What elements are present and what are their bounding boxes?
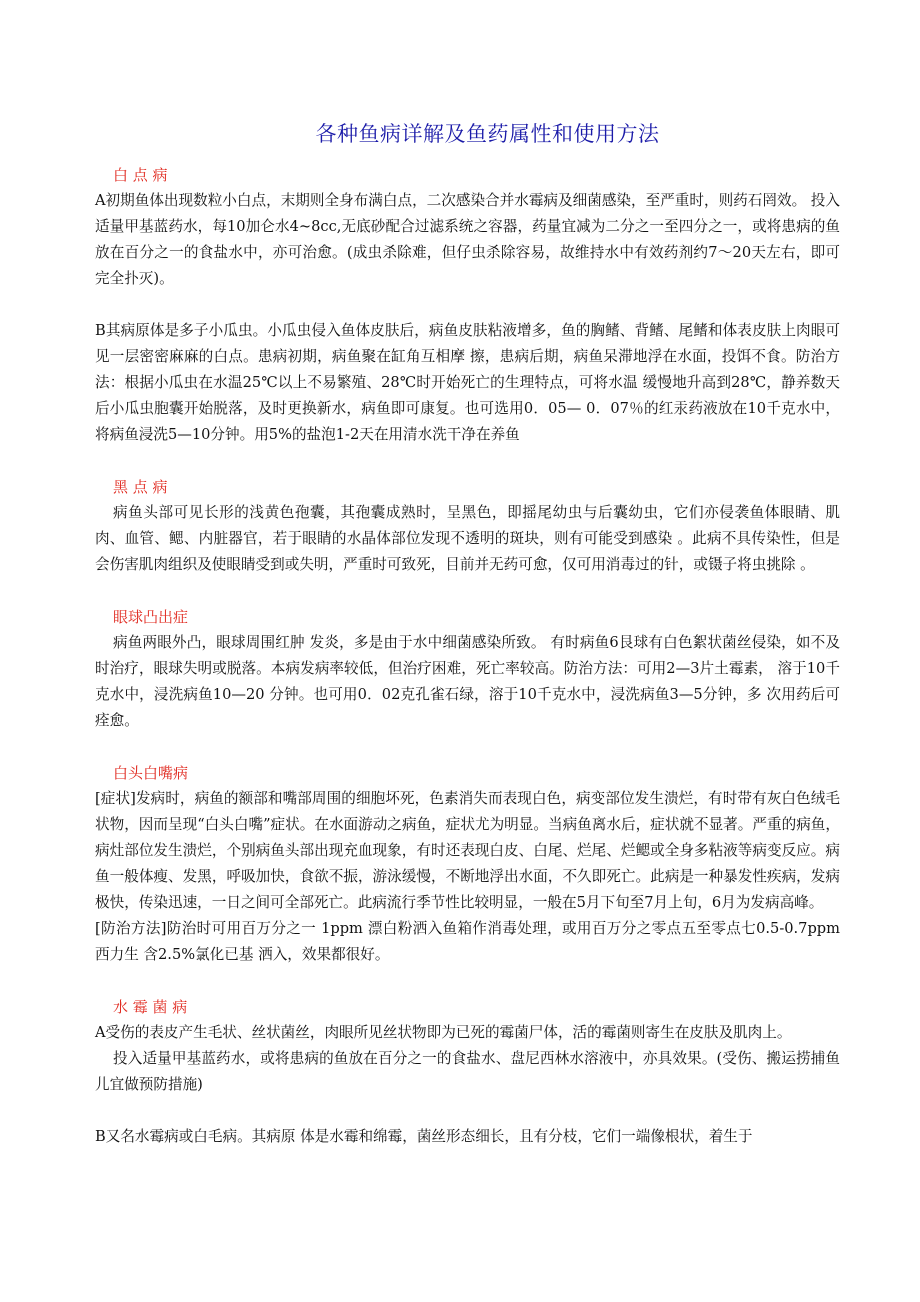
paragraph: A初期鱼体出现数粒小白点，末期则全身布满白点，二次感染合并水霉病及细菌感染，至严重时，则药石罔效。 投入适量甲基蓝药水，每10加仑水4~8cc,无底砂配合过滤系统之容器，药量宜减为二分之一至四分之一，或将患病的鱼放在百分之一的食盐水中，亦可治愈。(成虫杀除难，但仔虫杀除容易，故维持水中有效药剂约7～20天左右，即可完全扑灭)。 [95, 192, 840, 287]
section-heading: 白 点 病 [113, 166, 168, 184]
section-white-spot [95, 162, 840, 448]
paragraph: [防治方法]防治时可用百万分之一 1ppm 漂白粉洒入鱼箱作消毒处理，或用百万分之零点五至零点七0.5-0.7ppm 西力生 含2.5%氯化已基 洒入，效果都很好。 [95, 920, 840, 963]
section-heading: 眼球凸出症 [113, 608, 189, 626]
section-heading: 白头白嘴病 [113, 764, 189, 782]
document-title: 各种鱼病详解及鱼药属性和使用方法 [315, 122, 660, 146]
section-heading: 黑 点 病 [113, 478, 168, 496]
paragraph: B又名水霉病或白毛病。其病原 体是水霉和绵霉，菌丝形态细长，且有分枝，它们一端像根状，着生于 [95, 1128, 753, 1145]
paragraph: 投入适量甲基蓝药水，或将患病的鱼放在百分之一的食盐水、盘尼西林水溶液中，亦具效果。(受伤、搬运捞捕鱼儿宜做预防措施) [95, 1050, 840, 1093]
section-exophthalmia [95, 604, 840, 734]
section-black-spot [95, 474, 840, 578]
paragraph: 病鱼两眼外凸，眼球周围红肿 发炎，多是由于水中细菌感染所致。 有时病鱼6艮球有白色絮状菌丝侵染，如不及时治疗，眼球失明或脱落。本病发病率较低，但治疗困难，死亡率较高。防治方法：可用2—3片土霉素， 溶于10千克水中，浸洗病鱼10—20 分钟。也可用0．02克孔雀石绿，溶于10千克水中，浸洗病鱼3—5分钟，多 次用药后可痊愈。 [95, 634, 840, 729]
paragraph: B其病原体是多子小瓜虫。小瓜虫侵入鱼体皮肤后，病鱼皮肤粘液增多，鱼的胸鳍、背鳍、尾鳍和体表皮肤上肉眼可见一层密密麻麻的白点。患病初期，病鱼聚在缸角互相摩 擦，患病后期，病鱼呆滞地浮在水面，投饵不食。防治方法：根据小瓜虫在水温25℃以上不易繁殖、28℃时开始死亡的生理特点，可将水温 缓慢地升高到28℃，静养数天后小瓜虫胞囊开始脱落，及时更换新水，病鱼即可康复。也可选用0．05— 0．07％的红汞药液放在10千克水中，将病鱼浸洗5—10分钟。用5%的盐泡1-2天在用清水洗干净在养鱼 [95, 322, 840, 443]
paragraph: [症状]发病时，病鱼的额部和嘴部周围的细胞坏死，色素消失而表现白色，病变部位发生溃烂，有时带有灰白色绒毛状物，因而呈现“白头白嘴”症状。在水面游动之病鱼，症状尤为明显。当病鱼离水后，症状就不显著。严重的病鱼，病灶部位发生溃烂，个别病鱼头部出现充血现象，有时还表现白皮、白尾、烂尾、烂鳃或全身多粘液等病变反应。病鱼一般体瘦、发黑，呼吸加快，食欲不振，游泳缓慢，不断地浮出水面，不久即死亡。此病是一种暴发性疾病，发病极快，传染迅速，一日之间可全部死亡。此病流行季节性比较明显，一般在5月下旬至7月上旬，6月为发病高峰。 [95, 790, 840, 911]
document-page [95, 118, 840, 1176]
paragraph-gap [95, 1098, 840, 1124]
section-heading: 水 霉 菌 病 [113, 998, 188, 1016]
section-white-head-mouth [95, 760, 840, 968]
paragraph: A受伤的表皮产生毛状、丝状菌丝，肉眼所见丝状物即为已死的霉菌尸体，活的霉菌则寄生在皮肤及肌肉上。 [95, 1024, 792, 1041]
paragraph: 病鱼头部可见长形的浅黄色孢囊，其孢囊成熟时，呈黑色，即摇尾幼虫与后囊幼虫，它们亦侵袭鱼体眼睛、肌肉、血管、鳃、内脏器官，若于眼睛的水晶体部位发现不透明的斑块，则有可能受到感染 。此病不具传染性，但是会伤害肌肉组织及使眼睛受到或失明，严重时可致死，目前并无药可愈，仅可用消毒过的针，或镊子将虫挑除 。 [95, 504, 840, 573]
paragraph-gap [95, 292, 840, 318]
section-water-mold [95, 994, 840, 1150]
